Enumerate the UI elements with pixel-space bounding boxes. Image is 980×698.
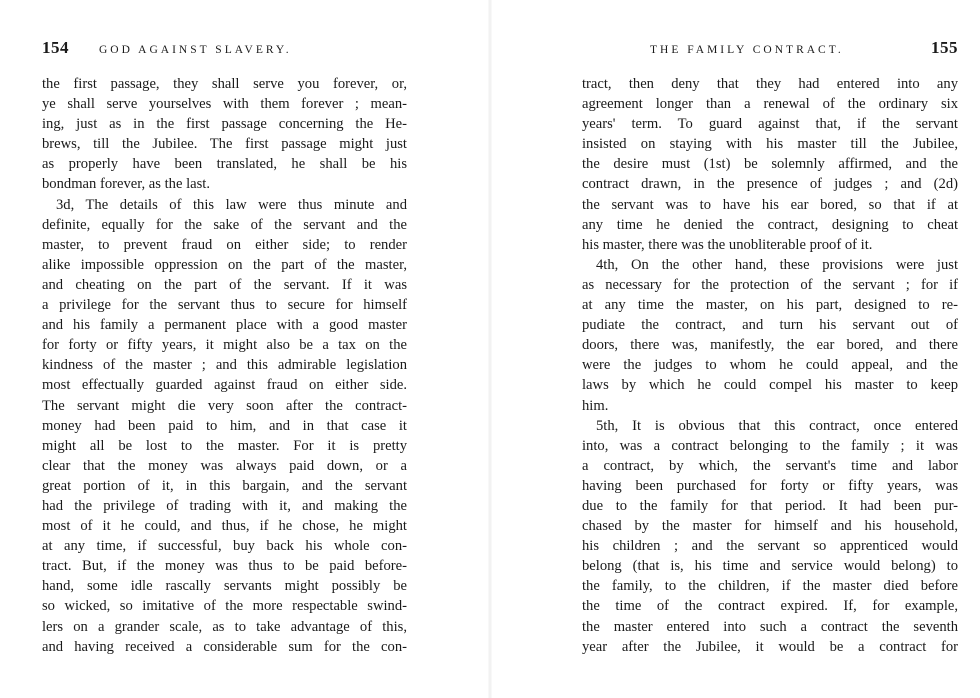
text-line: and having received a considerable sum for the con- (42, 638, 407, 655)
text-line: master, to prevent fraud on either side; to render (42, 236, 407, 253)
text-line: the servant was to have his ear bored, so that if at (582, 196, 958, 213)
text-line: kindness of the master ; and this admirable legislation (42, 357, 407, 374)
text-line: The servant might die very soon after the contract- (42, 397, 407, 414)
text-line: the desire must (1st) be solemnly affirmed, and the (582, 156, 958, 173)
text-line: clear that the money was always paid down, or a (42, 457, 407, 474)
text-line: as properly have been translated, he shall be his (42, 156, 407, 173)
text-line: the first passage, they shall serve you forever, or, (42, 76, 407, 92)
text-line: contract drawn, in the presence of judges ; and (2d) (582, 176, 958, 193)
text-line: lers on a grander scale, as to take advantage of this, (42, 618, 407, 635)
text-line: and his family a permanent place with a good master (42, 317, 407, 334)
text-line: a privilege for the servant thus to secure for himself (42, 297, 407, 314)
text-line: at any time the master, on his part, designed to re- (582, 297, 958, 314)
text-line: alike impossible oppression on the part of the master, (42, 256, 407, 273)
text-line: hand, some idle rascally servants might possibly be (42, 578, 407, 595)
text-line: as necessary for the protection of the servant ; for if (582, 276, 958, 293)
text-line: at any time, if successful, buy back his whole con- (42, 538, 407, 555)
text-line: ing, just as in the first passage concerning the He- (42, 116, 407, 133)
text-line: having been purchased for forty or fifty years, was (582, 477, 958, 494)
running-head-left: GOD AGAINST SLAVERY. (99, 44, 292, 56)
text-line: most of it he could, and thus, if he chose, he might (42, 518, 407, 535)
text-line: years' term. To guard against that, if the servant (582, 116, 958, 133)
right-page-body (582, 74, 958, 657)
text-line: money had been paid to him, and in that case it (42, 417, 407, 434)
text-line: most effectually guarded against fraud on either side. (42, 377, 407, 394)
text-line: year after the Jubilee, it would be a contract for (582, 638, 958, 655)
text-line: 3d, The details of this law were thus minute and (56, 196, 407, 213)
text-line: chased by the master for himself and his household, (582, 518, 958, 535)
text-line: the family, to the children, if the master died before (582, 578, 958, 595)
text-line: the master entered into such a contract the seventh (582, 618, 958, 635)
left-page-body (42, 74, 407, 657)
text-line: belong (that is, his time and service would belong) to (582, 558, 958, 575)
text-line: a contract, by which, the servant's time and labor (582, 457, 958, 474)
text-line: into, was a contract belonging to the family ; it was (582, 437, 958, 454)
text-line: agreement longer than a renewal of the ordinary six (582, 96, 958, 113)
text-line: had the privilege of trading with it, and making the (42, 497, 407, 514)
right-page-header (588, 38, 958, 62)
text-line: bondman forever, as the last. (42, 176, 210, 193)
text-line: any time he denied the contract, designing to cheat (582, 216, 958, 233)
text-line: ye shall serve yourselves with them forever ; mean- (42, 96, 407, 113)
text-line: brews, till the Jubilee. The first passage might just (42, 136, 407, 153)
text-line: for forty or fifty years, it might also be a tax on the (42, 337, 407, 354)
text-line: tract. But, if the money was thus to be paid before- (42, 558, 407, 575)
text-line: were the judges to whom he could appeal, and the (582, 357, 958, 374)
text-line: 5th, It is obvious that this contract, once entered (596, 417, 958, 434)
text-line: great portion of it, in this bargain, and the servant (42, 477, 407, 494)
text-line: doors, there was, manifestly, the ear bored, and there (582, 337, 958, 354)
text-line: pudiate the contract, and turn his servant out of (582, 317, 958, 334)
text-line: so wicked, so imitative of the more respectable swind- (42, 598, 407, 615)
text-line: his master, there was the unobliterable proof of it. (582, 236, 873, 253)
text-line: laws by which he could compel his master to keep (582, 377, 958, 394)
right-page (490, 0, 980, 698)
text-line: his children ; and the servant so apprenticed would (582, 538, 958, 555)
text-line: the time of the contract expired. If, for example, (582, 598, 958, 615)
left-page-header (42, 38, 410, 62)
running-head-right: THE FAMILY CONTRACT. (650, 44, 844, 56)
text-line: definite, equally for the sake of the servant and the (42, 216, 407, 233)
text-line: and cheating on the part of the servant. If it was (42, 276, 407, 293)
text-line: due to the family for that period. It had been pur- (582, 497, 958, 514)
text-line: 4th, On the other hand, these provisions were just (596, 256, 958, 273)
text-line: might all be lost to the master. For it is pretty (42, 437, 407, 454)
text-line: tract, then deny that they had entered into any (582, 76, 958, 92)
text-line: him. (582, 397, 609, 414)
page-number-right: 155 (931, 38, 958, 57)
text-line: insisted on staying with his master till the Jubilee, (582, 136, 958, 153)
page-number-left: 154 (42, 38, 69, 57)
